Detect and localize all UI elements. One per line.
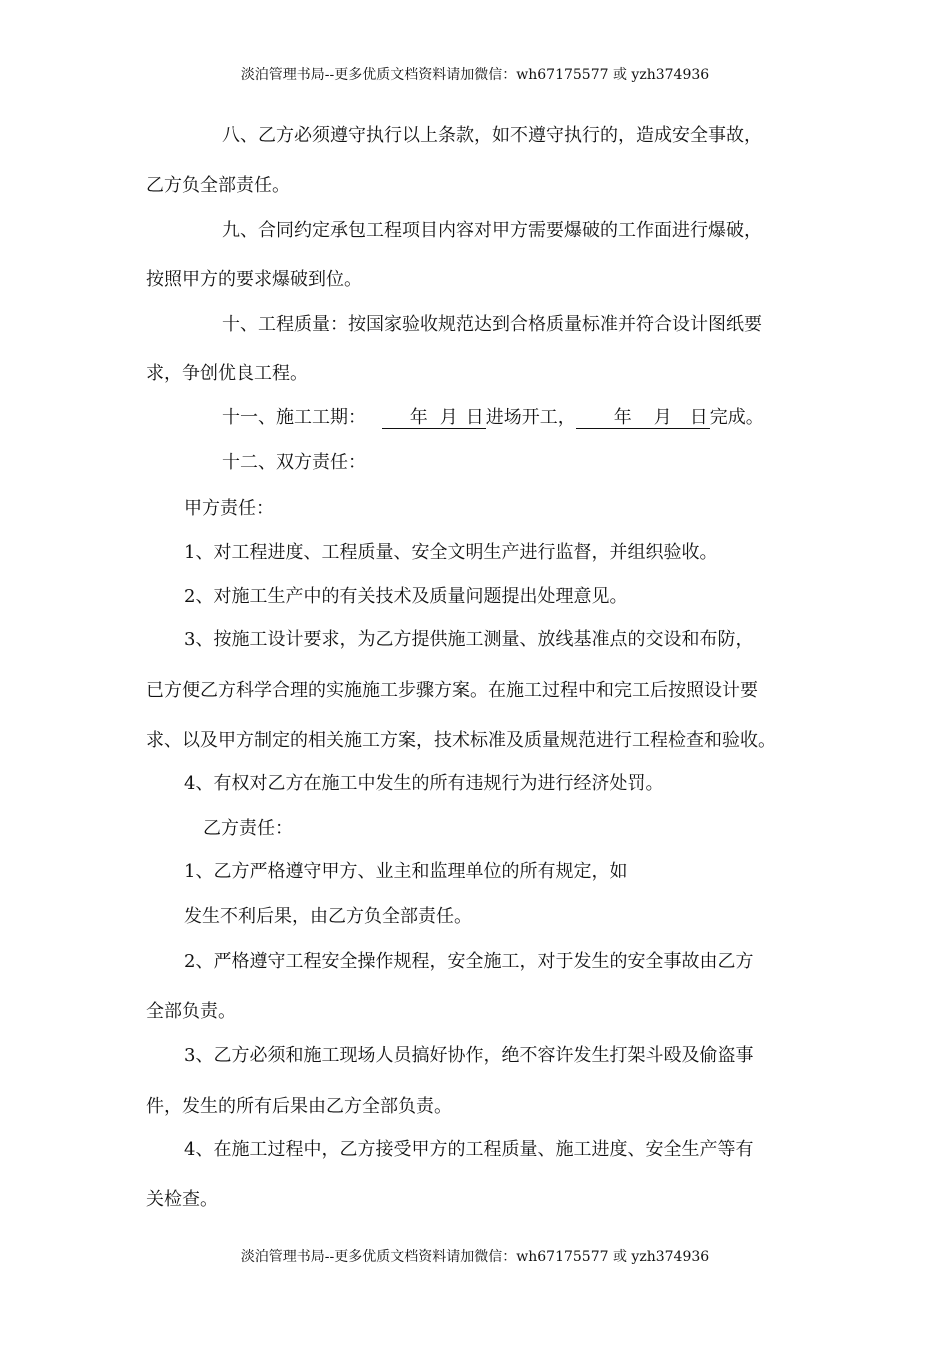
page-header: 淡泊管理书局--更多优质文档资料请加微信：wh67175577 或 yzh374936 [240, 67, 710, 83]
clause-10-line-2: 求，争创优良工程。 [146, 363, 308, 384]
clause-9-line-2: 按照甲方的要求爆破到位。 [146, 269, 362, 290]
clause-8-line-1: 八、乙方必须遵守执行以上条款，如不遵守执行的，造成安全事故， [222, 125, 762, 146]
clause-10-line-1: 十、工程质量：按国家验收规范达到合格质量标准并符合设计图纸要 [222, 314, 762, 335]
party-b-item-2-line-1: 2、严格遵守工程安全操作规程，安全施工，对于发生的安全事故由乙方 [184, 951, 754, 972]
party-b-item-4-line-1: 4、在施工过程中，乙方接受甲方的工程质量、施工进度、安全生产等有 [184, 1139, 754, 1160]
page-footer: 淡泊管理书局--更多优质文档资料请加微信：wh67175577 或 yzh374936 [240, 1249, 710, 1265]
end-date-blank [576, 408, 710, 429]
start-month: 月 [439, 407, 458, 428]
start-year: 年 [409, 407, 428, 428]
party-a-item-3-line-2: 已方便乙方科学合理的实施施工步骤方案。在施工过程中和完工后按照设计要 [146, 680, 758, 701]
clause-11-prefix: 十一、施工工期： [222, 407, 366, 428]
clause-9-line-1: 九、合同约定承包工程项目内容对甲方需要爆破的工作面进行爆破， [222, 220, 762, 241]
party-a-item-3-line-1: 3、按施工设计要求，为乙方提供施工测量、放线基准点的交设和布防， [184, 629, 754, 650]
party-b-item-2-line-2: 全部负责。 [146, 1001, 236, 1022]
party-a-title: 甲方责任： [184, 498, 274, 519]
end-month: 月 [653, 407, 672, 428]
party-b-item-1-line-2: 发生不利后果，由乙方负全部责任。 [184, 906, 472, 927]
end-year: 年 [613, 407, 632, 428]
party-a-item-2: 2、对施工生产中的有关技术及质量问题提出处理意见。 [184, 586, 628, 607]
clause-8-line-2: 乙方负全部责任。 [146, 175, 290, 196]
end-day: 日 [689, 407, 708, 428]
clause-11-mid: 进场开工， [485, 407, 576, 428]
party-b-title: 乙方责任： [203, 818, 293, 839]
clause-12: 十二、双方责任： [222, 452, 366, 473]
party-a-item-1: 1、对工程进度、工程质量、安全文明生产进行监督，并组织验收。 [184, 542, 718, 563]
clause-11-schedule [222, 406, 764, 430]
party-a-item-3-line-3: 求、以及甲方制定的相关施工方案，技术标准及质量规范进行工程检查和验收。 [146, 730, 776, 751]
clause-11-suffix: 完成。 [709, 407, 764, 428]
party-b-item-3-line-2: 件，发生的所有后果由乙方全部负责。 [146, 1096, 452, 1117]
start-date-blank [382, 408, 486, 429]
party-b-item-1-line-1: 1、乙方严格遵守甲方、业主和监理单位的所有规定，如 [184, 861, 628, 882]
party-b-item-3-line-1: 3、乙方必须和施工现场人员搞好协作，绝不容许发生打架斗殴及偷盗事 [184, 1045, 754, 1066]
party-b-item-4-line-2: 关检查。 [146, 1189, 218, 1210]
start-day: 日 [465, 407, 484, 428]
party-a-item-4: 4、有权对乙方在施工中发生的所有违规行为进行经济处罚。 [184, 773, 664, 794]
